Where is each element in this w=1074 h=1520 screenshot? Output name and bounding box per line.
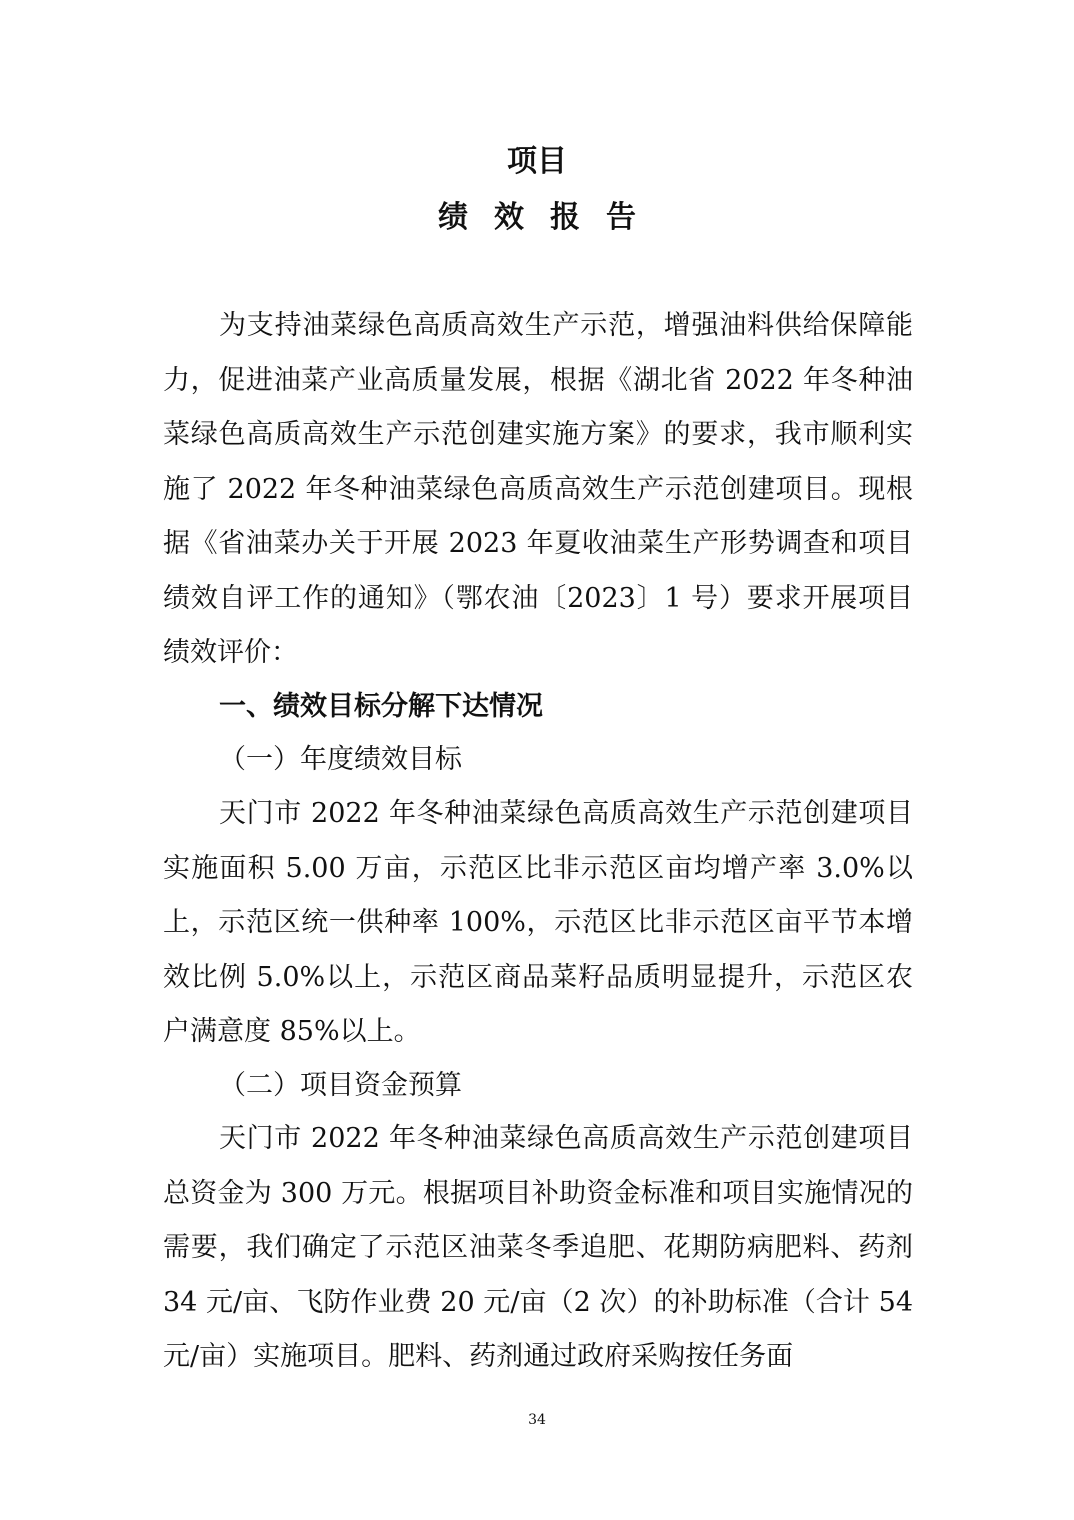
report-title-line2: 绩效报告 — [438, 200, 662, 235]
subsection-heading-2: （二）项目资金预算 — [219, 1070, 462, 1101]
section-heading-1: 一、绩效目标分解下达情况 — [219, 691, 543, 722]
report-title-line1: 项目 — [507, 144, 567, 179]
subsection-heading-1: （一）年度绩效目标 — [219, 744, 462, 775]
subsection-paragraph-1: 天门市 2022 年冬种油菜绿色高质高效生产示范创建项目实施面积 5.00 万亩，示范区比非示范区亩均增产率 3.0%以上，示范区统一供种率 100%，示范区比非示范区亩平节本增效比例 5.0%以上，示范区商品菜籽品质明显提升，示范区农户满意度 85%以上。 — [163, 798, 913, 1047]
page-number: 34 — [528, 1412, 546, 1428]
subsection-paragraph-2: 天门市 2022 年冬种油菜绿色高质高效生产示范创建项目总资金为 300 万元。根据项目补助资金标准和项目实施情况的需要，我们确定了示范区油菜冬季追肥、花期防病肥料、药剂 34 元/亩、飞防作业费 20 元/亩（2 次）的补助标准（合计 54 元/亩）实施项目。肥料、药剂通过政府采购按任务面 — [163, 1123, 913, 1372]
intro-paragraph: 为支持油菜绿色高质高效生产示范，增强油料供给保障能力，促进油菜产业高质量发展，根据《湖北省 2022 年冬种油菜绿色高质高效生产示范创建实施方案》的要求，我市顺利实施了 2022 年冬种油菜绿色高质高效生产示范创建项目。现根据《省油菜办关于开展 2023 年夏收油菜生产形势调查和项目绩效自评工作的通知》（鄂农油〔2023〕1 号）要求开展项目绩效评价： — [163, 310, 913, 668]
